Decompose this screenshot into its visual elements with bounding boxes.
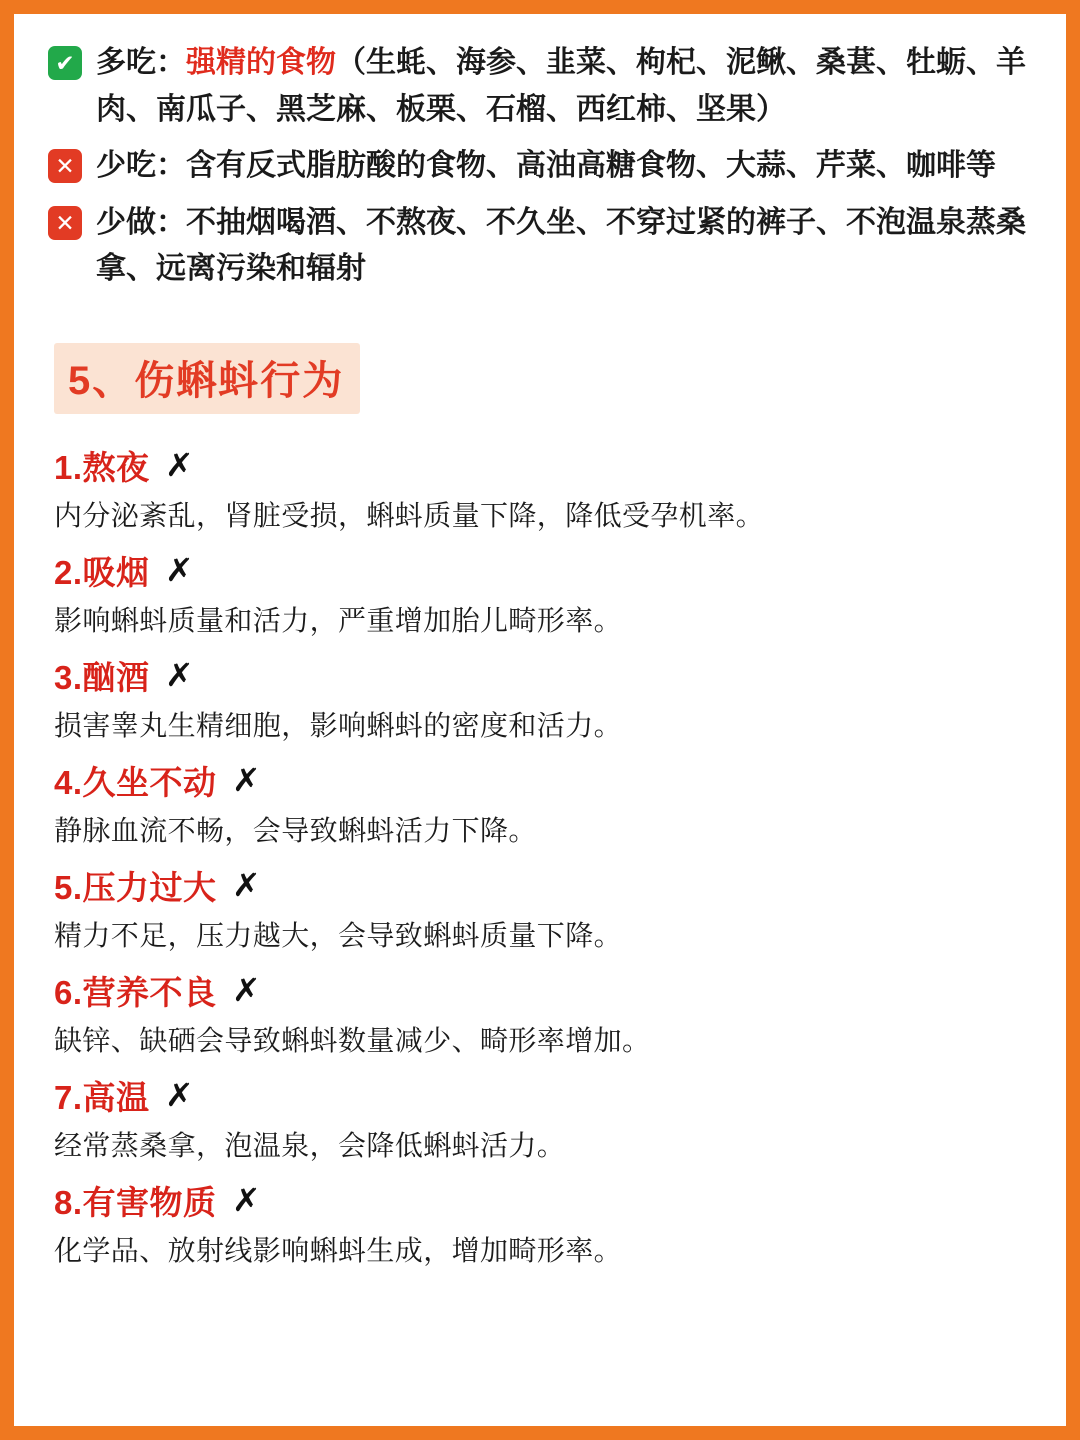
- item-title: [54, 1177, 1032, 1224]
- advice-text: （生蚝、海参、韭菜、枸杞、泥鳅、桑葚、牡蛎、羊肉、南瓜子、黑芝麻、板栗、石榴、西红柿、坚果）: [96, 46, 1026, 126]
- cross-icon: ✕: [48, 206, 82, 240]
- advice-text: 含有反式脂肪酸的食物、高油高糖食物、大蒜、芹菜、咖啡等: [186, 149, 996, 182]
- advice-row-eat-less: [48, 143, 1032, 190]
- cross-mark-icon: ✗: [231, 762, 261, 798]
- list-item: [48, 1072, 1032, 1167]
- item-list: [48, 442, 1032, 1272]
- advice-list: [48, 40, 1032, 293]
- cross-icon: ✕: [48, 149, 82, 183]
- list-item: [48, 757, 1032, 852]
- item-description: 经常蒸桑拿，泡温泉，会降低蝌蚪活力。: [54, 1129, 566, 1161]
- item-title: [54, 652, 1032, 699]
- section-heading: 5、伤蝌蚪行为: [54, 343, 360, 414]
- cross-mark-icon: ✗: [231, 867, 261, 903]
- advice-label: 少吃：: [96, 149, 186, 182]
- cross-mark-icon: ✗: [231, 1182, 261, 1218]
- cross-mark-icon: ✗: [164, 447, 194, 483]
- cross-mark-icon: ✗: [164, 657, 194, 693]
- advice-body: [96, 200, 1032, 293]
- list-item: [48, 547, 1032, 642]
- cross-mark-icon: ✗: [164, 1077, 194, 1113]
- item-title: [54, 442, 1032, 489]
- advice-body: [96, 40, 1032, 133]
- advice-row-eat-more: [48, 40, 1032, 133]
- list-item: [48, 442, 1032, 537]
- item-title: [54, 967, 1032, 1014]
- item-description: 精力不足，压力越大，会导致蝌蚪质量下降。: [54, 919, 623, 951]
- item-description: 静脉血流不畅，会导致蝌蚪活力下降。: [54, 814, 537, 846]
- poster-content: [14, 14, 1066, 1426]
- advice-label: 少做：: [96, 205, 186, 239]
- item-title-text: 8.有害物质: [54, 1183, 217, 1221]
- item-title-text: 1.熬夜: [54, 448, 150, 486]
- item-description: 缺锌、缺硒会导致蝌蚪数量减少、畸形率增加。: [54, 1024, 651, 1056]
- advice-highlight: 强精的食物: [186, 46, 336, 79]
- item-description: 化学品、放射线影响蝌蚪生成，增加畸形率。: [54, 1234, 623, 1266]
- item-title: [54, 547, 1032, 594]
- item-title-text: 3.酗酒: [54, 658, 150, 696]
- item-description: 损害睾丸生精细胞，影响蝌蚪的密度和活力。: [54, 709, 623, 741]
- item-title: [54, 1072, 1032, 1119]
- item-title: [54, 757, 1032, 804]
- list-item: [48, 967, 1032, 1062]
- advice-label: 多吃：: [96, 46, 186, 79]
- item-title: [54, 862, 1032, 909]
- list-item: [48, 1177, 1032, 1272]
- item-description: 影响蝌蚪质量和活力，严重增加胎儿畸形率。: [54, 604, 623, 636]
- check-icon: ✔: [48, 46, 82, 80]
- item-description: 内分泌紊乱，肾脏受损，蝌蚪质量下降，降低受孕机率。: [54, 499, 765, 531]
- advice-body: [96, 143, 1032, 190]
- item-title-text: 6.营养不良: [54, 973, 217, 1011]
- advice-text: 不抽烟喝酒、不熬夜、不久坐、不穿过紧的裤子、不泡温泉蒸桑拿、远离污染和辐射: [96, 205, 1026, 285]
- cross-mark-icon: ✗: [164, 552, 194, 588]
- list-item: [48, 862, 1032, 957]
- list-item: [48, 652, 1032, 747]
- advice-row-do-less: [48, 200, 1032, 293]
- item-title-text: 7.高温: [54, 1078, 150, 1116]
- cross-mark-icon: ✗: [231, 972, 261, 1008]
- item-title-text: 2.吸烟: [54, 553, 150, 591]
- item-title-text: 5.压力过大: [54, 868, 217, 906]
- item-title-text: 4.久坐不动: [54, 763, 217, 801]
